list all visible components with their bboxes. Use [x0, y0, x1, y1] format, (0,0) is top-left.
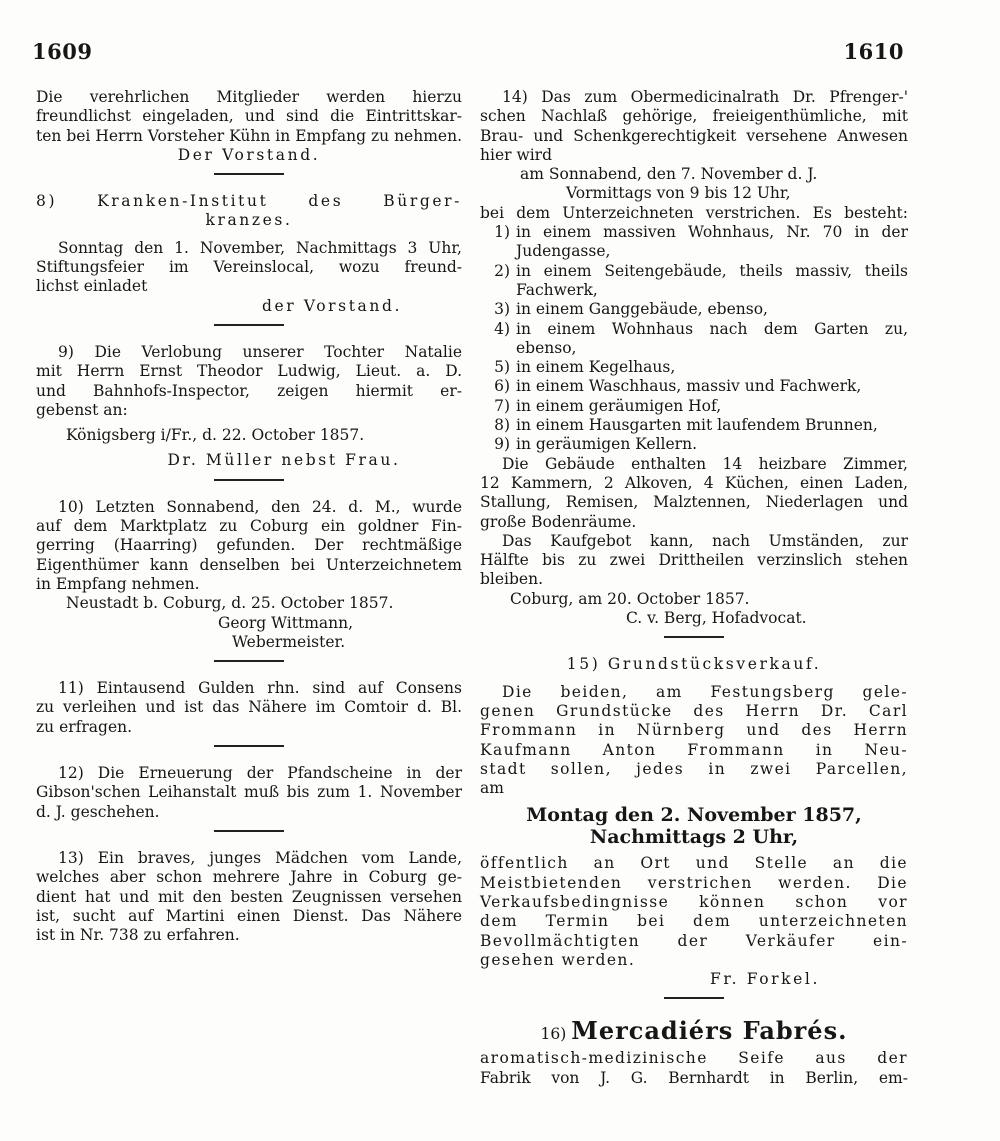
list-text: in einem Hausgarten mit laufendem Brunnen,	[516, 416, 878, 435]
divider	[214, 324, 284, 326]
text-line: 10) Letzten Sonnabend, den 24. d. M., wurde	[58, 497, 462, 516]
list-number: 4)	[494, 319, 510, 338]
text-line: bei dem Unterzeichneten verstrichen. Es besteht:	[480, 203, 908, 222]
text-line: genen Grundstücke des Herrn Dr. Carl	[480, 701, 908, 720]
text-line: und Bahnhofs-Inspector, zeigen hiermit er-	[36, 381, 462, 400]
list-number: 5)	[494, 358, 510, 377]
divider	[214, 830, 284, 832]
list-text: in geräumigen Kellern.	[516, 435, 697, 454]
list-text: in einem Seitengebäude, theils massiv, theils	[516, 261, 908, 280]
notice-15	[480, 655, 908, 989]
text-line: Die verehrlichen Mitglieder werden hierzu	[36, 88, 462, 106]
notice-9	[36, 343, 462, 471]
notice-8	[36, 192, 462, 316]
text-line: am	[480, 779, 504, 798]
notice-intro	[36, 88, 462, 165]
text-line: Die Gebäude enthalten 14 heizbare Zimmer,	[502, 454, 908, 473]
text-line: Gibson'schen Leihanstalt muß bis zum 1. November	[36, 783, 462, 802]
auction-date: am Sonnabend, den 7. November d. J.	[520, 165, 818, 184]
list-number: 1)	[494, 223, 510, 242]
divider	[664, 997, 724, 999]
text-line: ist, sucht auf Martini einen Dienst. Das Nähere	[36, 906, 462, 925]
divider	[664, 636, 724, 638]
signature: C. v. Berg, Hofadvocat.	[626, 609, 807, 628]
list-item	[480, 377, 908, 396]
text-line: 9) Die Verlobung unserer Tochter Natalie	[58, 342, 462, 361]
list-number: 7)	[494, 396, 510, 415]
notice-13	[36, 849, 462, 945]
text-line: auf dem Marktplatz zu Coburg ein goldner Fin-	[36, 517, 462, 536]
list-item	[480, 416, 908, 435]
text-line: in Empfang nehmen.	[36, 574, 200, 593]
divider	[214, 745, 284, 747]
list-number: 8)	[494, 416, 510, 435]
divider	[214, 479, 284, 481]
list-item	[480, 358, 908, 377]
page-number-left: 1609	[32, 39, 93, 64]
text-line: Die beiden, am Festungsberg gele-	[502, 682, 908, 701]
list-text: in einem Wohnhaus nach dem Garten zu,	[516, 319, 908, 338]
list-item	[480, 320, 908, 359]
product-title: Mercadiérs Fabrés.	[571, 1016, 848, 1046]
text-line: Bevollmächtigten der Verkäufer ein-	[480, 931, 908, 950]
list-text: in einem Ganggebäude, ebenso,	[516, 300, 768, 319]
notice-10	[36, 498, 462, 652]
text-line: lichst einladet	[36, 277, 148, 296]
list-text: Judengasse,	[516, 242, 611, 261]
text-line: Stallung, Remisen, Malztennen, Niederlagen und	[480, 493, 908, 512]
signature: Georg Wittmann,	[218, 613, 354, 632]
list-number: 3)	[494, 300, 510, 319]
text-line: öffentlich an Ort und Stelle an die	[480, 854, 908, 873]
text-line: ten bei Herrn Vorsteher Kühn in Empfang zu nehmen.	[36, 126, 462, 145]
text-line: zu verleihen und ist das Nähere im Comtoir d. Bl.	[36, 698, 462, 717]
text-line: dem Termin bei dem unterzeichneten	[480, 912, 908, 931]
text-line: Frommann in Nürnberg und des Herrn	[480, 721, 908, 740]
list-item	[480, 262, 908, 301]
signature: Der Vorstand.	[177, 145, 321, 164]
divider	[214, 660, 284, 662]
page-number-right: 1610	[843, 39, 904, 64]
text-line: Stiftungsfeier im Vereinslocal, wozu freund-	[36, 258, 462, 277]
left-column	[36, 88, 462, 945]
signature: der Vorstand.	[262, 296, 402, 315]
text-line: 13) Ein braves, junges Mädchen vom Lande,	[58, 848, 462, 867]
text-line: große Bodenräume.	[480, 512, 637, 531]
place-date: Königsberg i/Fr., d. 22. October 1857.	[66, 426, 365, 445]
list-item	[480, 435, 908, 454]
property-list	[480, 223, 908, 455]
list-number: 6)	[494, 377, 510, 396]
auction-date: Montag den 2. November 1857,	[526, 804, 862, 827]
text-line: schen Nachlaß gehörige, freieigenthümliche, mit	[480, 107, 908, 126]
list-number: 9)	[494, 435, 510, 454]
text-line: welches aber schon mehrere Jahre in Coburg ge-	[36, 868, 462, 887]
text-line: Das Kaufgebot kann, nach Umständen, zur	[502, 531, 908, 550]
auction-time: Vormittags von 9 bis 12 Uhr,	[566, 184, 791, 203]
notice-11	[36, 679, 462, 737]
text-line: Fabrik von J. G. Bernhardt in Berlin, em-	[480, 1068, 908, 1087]
text-line: gesehen werden.	[480, 950, 636, 969]
list-text: ebenso,	[516, 338, 577, 357]
text-line: 14) Das zum Obermedicinalrath Dr. Pfrenger-'	[502, 88, 908, 106]
list-number: 2)	[494, 261, 510, 280]
text-line: Kaufmann Anton Frommann in Neu-	[480, 740, 908, 759]
text-line: zu erfragen.	[36, 717, 133, 736]
text-line: ist in Nr. 738 zu erfahren.	[36, 926, 240, 945]
text-line: aromatisch-medizinische Seife aus der	[480, 1049, 908, 1068]
text-line: hier wird	[480, 145, 553, 164]
text-line: 12) Die Erneuerung der Pfandscheine in der	[58, 764, 462, 783]
list-item	[480, 300, 908, 319]
text-line: 12 Kammern, 2 Alkoven, 4 Küchen, einen Laden,	[480, 473, 908, 492]
signature: Dr. Müller nebst Frau.	[167, 451, 401, 470]
text-line: gebenst an:	[36, 400, 128, 419]
text-line: freundlichst eingeladen, und sind die Eintrittskar-	[36, 107, 462, 126]
list-text: in einem massiven Wohnhaus, Nr. 70 in der	[516, 223, 908, 242]
right-column	[480, 88, 908, 1088]
text-line: stadt sollen, jedes in zwei Parcellen,	[480, 759, 908, 778]
text-line: dient hat und mit den besten Zeugnissen versehen	[36, 887, 462, 906]
text-line: 11) Eintausend Gulden rhn. sind auf Consens	[58, 679, 462, 698]
notice-title: 8) Kranken-Institut des Bürger-	[36, 192, 462, 211]
notice-14	[480, 88, 908, 628]
notice-16	[480, 1016, 908, 1088]
notice-title: kranzes.	[205, 211, 293, 230]
list-text: in einem Kegelhaus,	[516, 358, 676, 377]
place-date: Neustadt b. Coburg, d. 25. October 1857.	[66, 594, 394, 613]
signature: Fr. Forkel.	[709, 970, 820, 989]
text-line: Eigenthümer kann denselben bei Unterzeichnetem	[36, 555, 462, 574]
text-line: Brau- und Schenkgerechtigkeit versehene Anwesen	[480, 126, 908, 145]
notice-number: 16)	[540, 1025, 567, 1044]
text-line: Meistbietenden verstrichen werden. Die	[480, 873, 908, 892]
text-line: gerring (Haarring) gefunden. Der rechtmäßige	[36, 536, 462, 555]
list-item	[480, 223, 908, 262]
text-line: Hälfte bis zu zwei Drittheilen verzinslich stehen	[480, 551, 908, 570]
text-line: Verkaufsbedingnisse können schon vor	[480, 892, 908, 911]
list-text: in einem Waschhaus, massiv und Fachwerk,	[516, 377, 862, 396]
list-text: Fachwerk,	[516, 280, 598, 299]
text-line: Sonntag den 1. November, Nachmittags 3 Uhr,	[58, 238, 462, 257]
notice-12	[36, 764, 462, 822]
text-line: mit Herrn Ernst Theodor Ludwig, Lieut. a. D.	[36, 362, 462, 381]
divider	[214, 173, 284, 175]
notice-title: 15) Grundstücksverkauf.	[566, 655, 822, 674]
text-line: d. J. geschehen.	[36, 802, 160, 821]
list-item	[480, 397, 908, 416]
signature: Webermeister.	[232, 632, 346, 651]
list-text: in einem geräumigen Hof,	[516, 396, 722, 415]
auction-time: Nachmittags 2 Uhr,	[589, 826, 799, 849]
text-line: bleiben.	[480, 570, 544, 589]
place-date: Coburg, am 20. October 1857.	[510, 589, 750, 608]
